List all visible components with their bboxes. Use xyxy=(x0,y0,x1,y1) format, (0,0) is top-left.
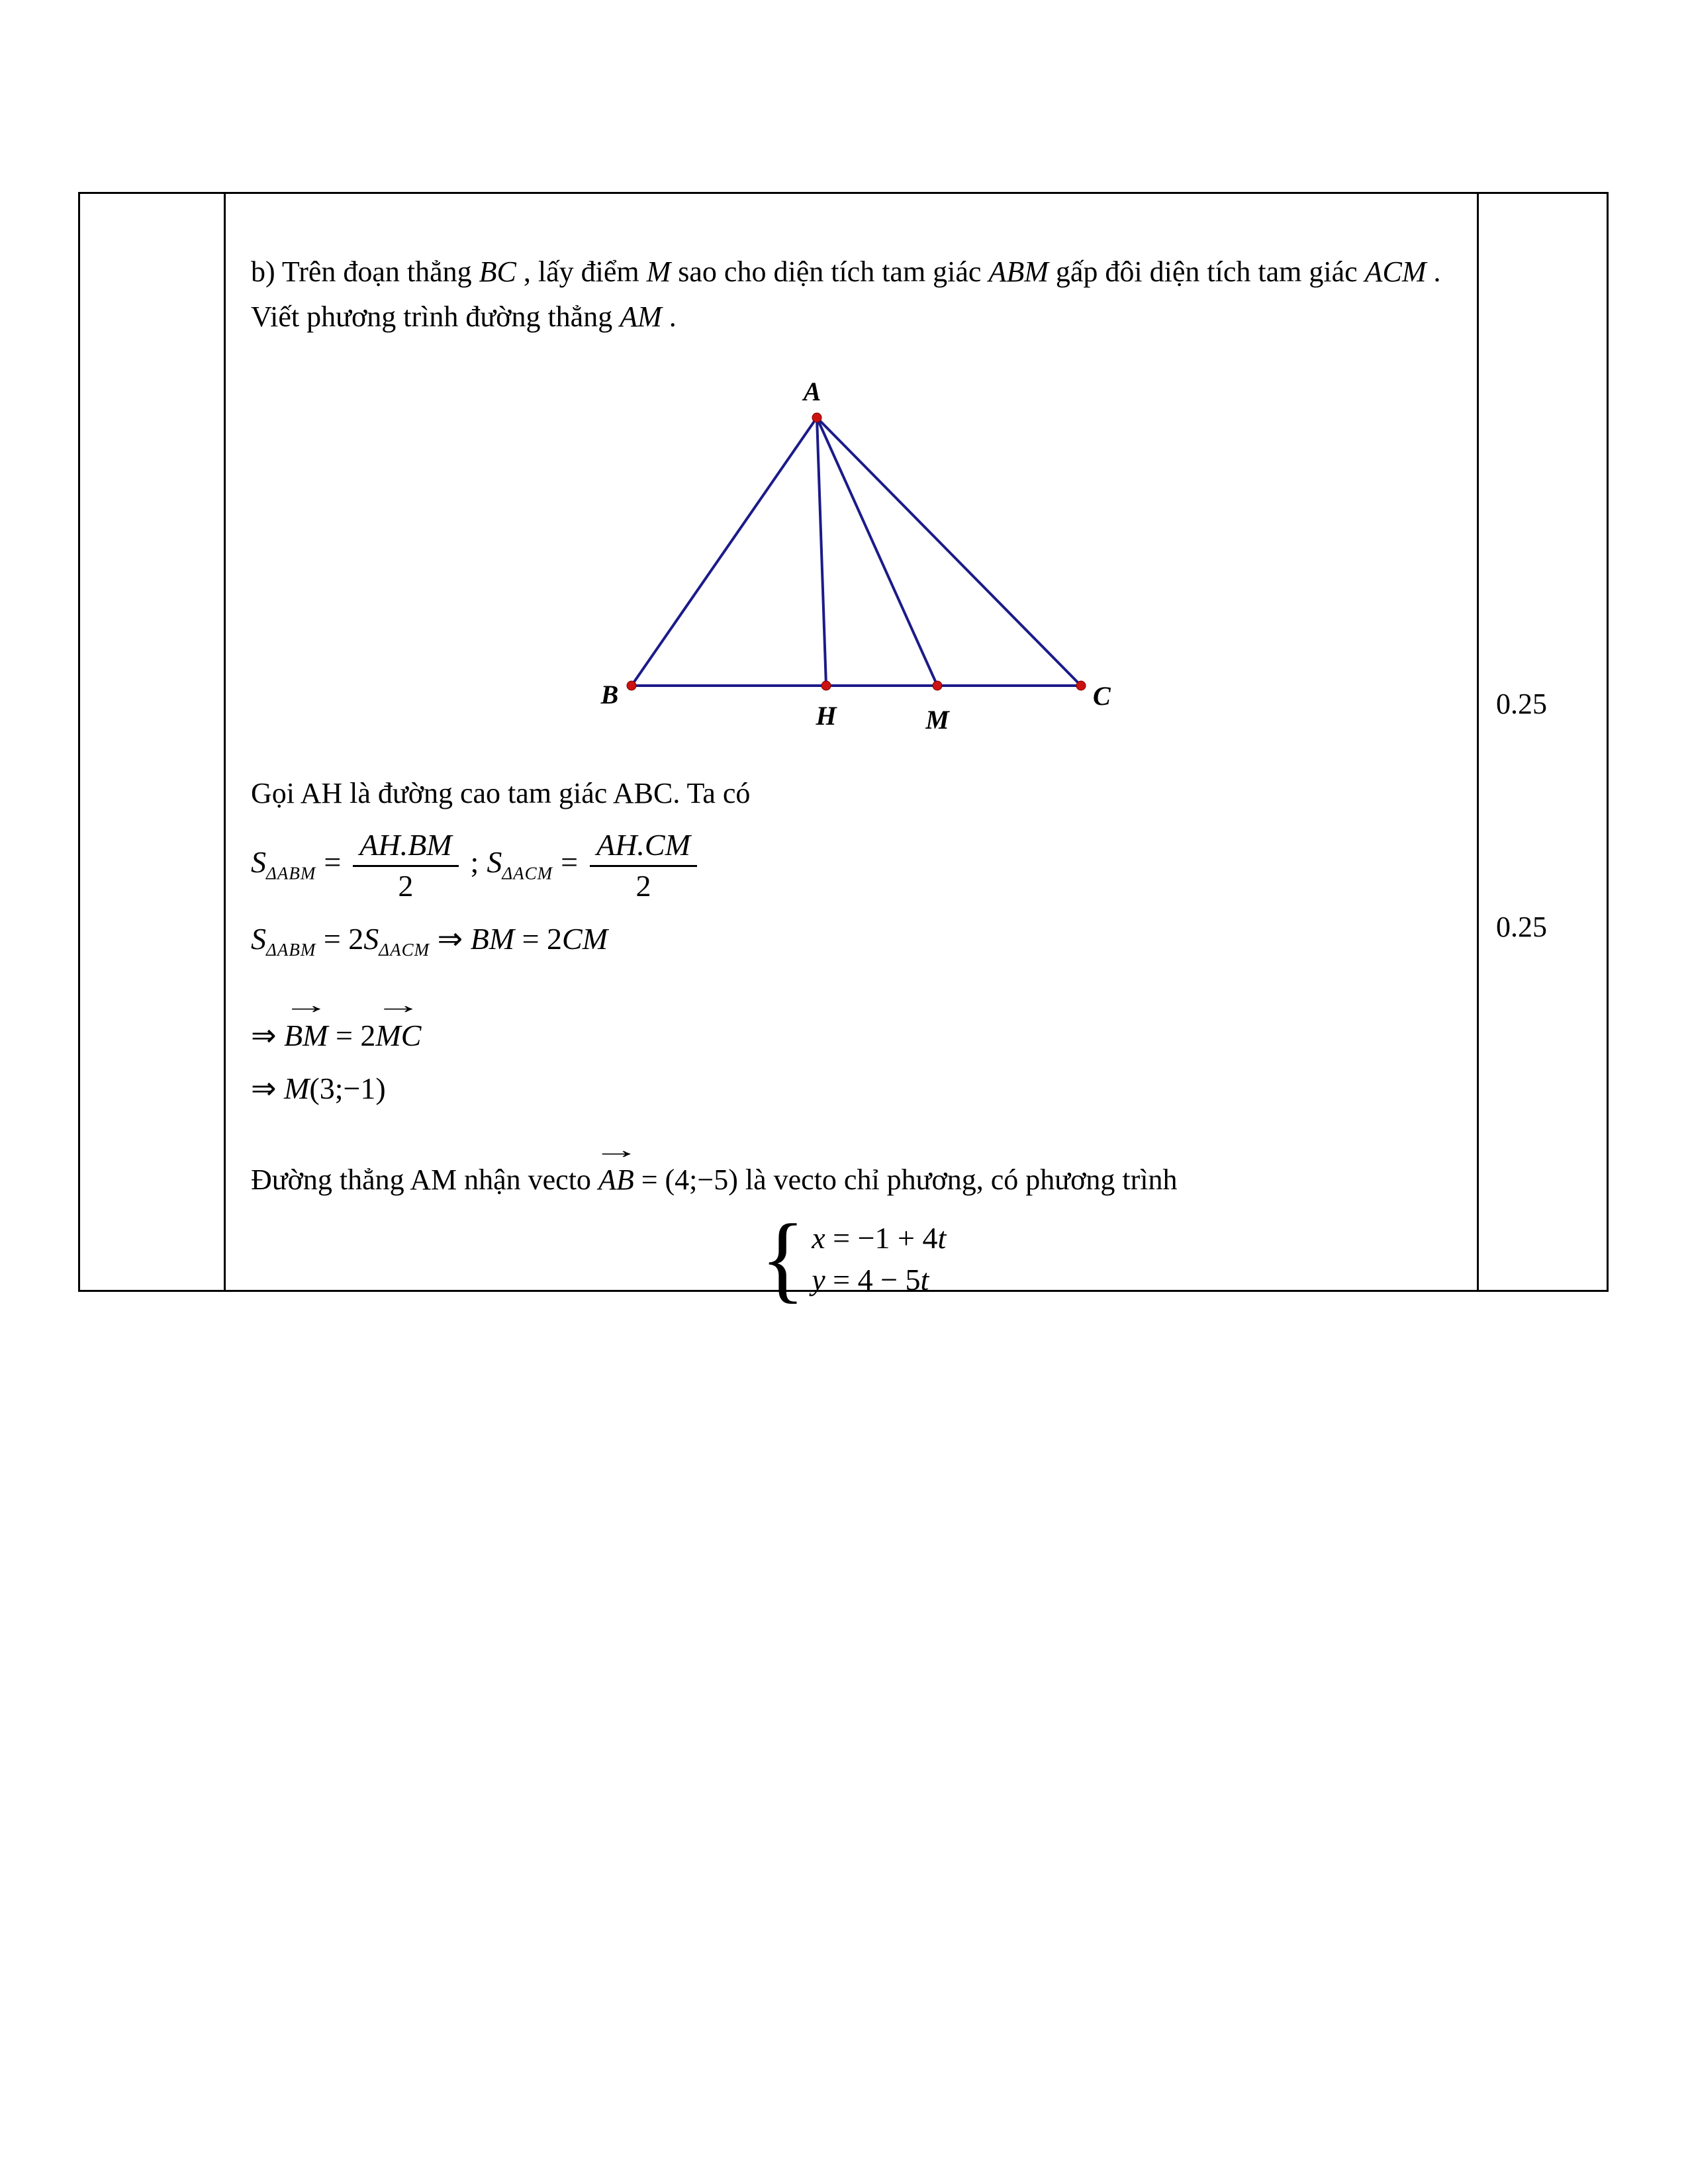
table-column-score xyxy=(1477,194,1607,1290)
segment-AM xyxy=(817,418,937,686)
implies-arrow: ⇒ xyxy=(430,922,471,956)
problem-text: . xyxy=(661,300,677,334)
equation-x-body: = −1 + 4 xyxy=(825,1220,938,1255)
semicolon: ; xyxy=(470,845,479,880)
vector-MC xyxy=(374,991,423,1053)
math-MC: MC xyxy=(375,1018,422,1052)
math-var-ABM: ABM xyxy=(988,255,1049,288)
triangle-diagram xyxy=(582,373,1131,750)
equals-two: = 2 xyxy=(328,1018,376,1052)
fraction-denominator: 2 xyxy=(635,869,651,903)
coordinates-M: (3;−1) xyxy=(309,1071,386,1105)
equation-y-body: = 4 − 5 xyxy=(825,1262,921,1297)
segment-AH xyxy=(817,418,826,686)
label-C: C xyxy=(1093,681,1111,711)
equals-sign: = xyxy=(324,845,342,880)
score-value: 0.25 xyxy=(1496,911,1547,943)
point-M xyxy=(933,681,942,690)
table-column-content xyxy=(226,194,1477,1312)
segment-AB xyxy=(632,418,817,686)
equals-two: = 2 xyxy=(316,922,364,956)
math-S: S xyxy=(363,922,379,956)
label-A: A xyxy=(803,377,821,407)
triangle-figure xyxy=(582,373,1131,750)
point-C xyxy=(1076,681,1086,690)
label-B: B xyxy=(600,680,619,710)
fraction-AH-CM xyxy=(590,827,697,903)
vector-BM xyxy=(282,991,330,1053)
problem-text: , lấy điểm xyxy=(516,255,647,288)
problem-text: b) Trên đoạn thẳng xyxy=(251,255,479,288)
point-A xyxy=(812,413,821,422)
label-H: H xyxy=(816,701,837,731)
point-B xyxy=(627,681,636,690)
equals-sign: = xyxy=(561,845,579,880)
fraction-AH-BM xyxy=(353,827,458,903)
math-t: t xyxy=(920,1262,929,1297)
point-H xyxy=(821,681,831,690)
vector-arrow-icon: → xyxy=(282,991,330,1019)
equals-sign: = xyxy=(633,1163,665,1196)
grading-table xyxy=(78,192,1609,1312)
solution-intro: Gọi AH là đường cao tam giác ABC. Ta có xyxy=(251,777,751,810)
math-t: t xyxy=(937,1220,947,1255)
system-equations xyxy=(812,1220,946,1297)
math-BM: BM xyxy=(284,1018,328,1052)
math-AB: AB xyxy=(598,1163,634,1196)
vector-arrow-icon: → xyxy=(592,1136,640,1164)
implies-arrow: ⇒ xyxy=(251,1018,285,1052)
sentence-text: Đường thẳng AM nhận vecto xyxy=(251,1163,598,1196)
table-column-left xyxy=(80,194,226,1290)
math-BM: BM xyxy=(470,922,515,956)
math-y: y xyxy=(812,1262,825,1297)
segment-AC xyxy=(817,418,1081,686)
subscript-ABM: ΔABM xyxy=(266,863,316,884)
vector-value: (4;−5) xyxy=(665,1163,738,1196)
math-var-ACM: ACM xyxy=(1364,255,1427,288)
subscript-ACM: ΔACM xyxy=(379,940,430,960)
problem-text: . Viết phương trình đường thẳng xyxy=(251,255,1441,334)
formula-point-M xyxy=(251,1070,1450,1106)
math-CM: CM xyxy=(562,922,608,956)
implies-arrow: ⇒ xyxy=(251,1071,285,1105)
fraction-numerator: AH.CM xyxy=(590,827,697,867)
parametric-equation-system xyxy=(761,1204,1450,1312)
math-S: S xyxy=(251,845,266,880)
label-M: M xyxy=(925,705,949,735)
vector-arrow-icon: → xyxy=(374,991,423,1019)
vector-AB xyxy=(592,1136,640,1197)
formula-area-relation xyxy=(251,921,1450,960)
math-var-BC: BC xyxy=(479,255,516,288)
subscript-ABM: ΔABM xyxy=(266,940,316,960)
math-x: x xyxy=(812,1220,825,1255)
fraction-denominator: 2 xyxy=(398,869,414,903)
math-S: S xyxy=(487,845,502,880)
formula-vector-relation xyxy=(251,991,1450,1053)
math-var-M: M xyxy=(646,255,671,288)
subscript-ACM: ΔACM xyxy=(502,863,553,884)
math-M: M xyxy=(284,1071,310,1105)
formula-area-definitions xyxy=(251,827,1450,903)
problem-statement xyxy=(251,250,1449,340)
fraction-numerator: AH.BM xyxy=(353,827,458,867)
math-var-AM: AM xyxy=(620,300,662,334)
equation-x xyxy=(812,1220,946,1255)
equals-two: = 2 xyxy=(514,922,563,956)
system-brace: { xyxy=(761,1204,806,1312)
problem-text: sao cho diện tích tam giác xyxy=(671,255,989,288)
problem-text: gấp đôi diện tích tam giác xyxy=(1048,255,1365,288)
math-S: S xyxy=(251,922,266,956)
equation-y xyxy=(812,1262,946,1297)
score-value: 0.25 xyxy=(1496,688,1547,720)
sentence-text: là vecto chỉ phương, có phương trình xyxy=(737,1163,1178,1196)
direction-vector-sentence xyxy=(251,1136,1450,1197)
